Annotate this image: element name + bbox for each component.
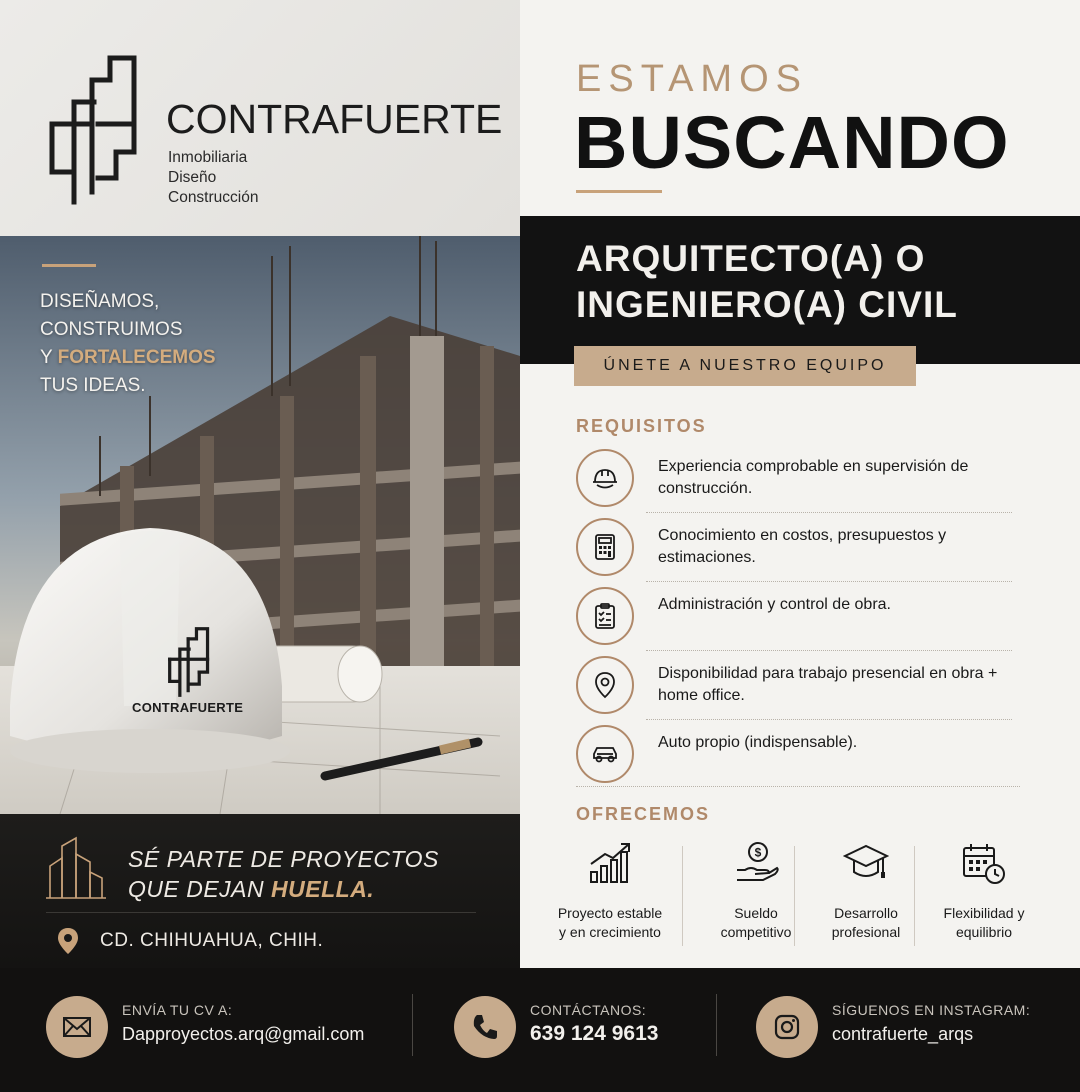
requirement-icon-circle [576, 725, 634, 783]
list-item [696, 840, 816, 950]
phone-contact[interactable] [454, 996, 694, 1066]
gold-rule [576, 190, 662, 193]
instagram-icon [772, 1012, 802, 1042]
mail-icon [62, 1012, 92, 1042]
brand-name: CONTRAFUERTE [166, 96, 503, 142]
role-line: INGENIERO(A) CIVIL [576, 284, 958, 325]
brand-sub-line: Construcción [168, 189, 259, 206]
car-icon [591, 740, 619, 768]
buildings-icon [46, 836, 106, 900]
offer-line: Sueldo [734, 905, 778, 921]
tagline-prefix: Y [40, 347, 58, 368]
brand-subtitle [168, 148, 258, 208]
offer-line: equilibrio [955, 924, 1013, 940]
helmet-icon [591, 464, 619, 492]
requirement-text: Administración y control de obra. [658, 596, 891, 613]
headline-main: BUSCANDO [574, 101, 1010, 184]
offer-line: Desarrollo [834, 905, 898, 921]
slogan [128, 844, 439, 904]
growth-chart-icon [587, 840, 633, 886]
requirement-icon-circle [576, 449, 634, 507]
offer-line: profesional [831, 924, 901, 940]
calculator-icon [591, 533, 619, 561]
icon-circle [46, 996, 108, 1058]
list-item [550, 840, 670, 950]
role-line: ARQUITECTO(A) O [576, 238, 926, 279]
svg-text:$: $ [754, 845, 762, 860]
right-column [520, 0, 1080, 968]
phone-icon [470, 1012, 500, 1042]
list-item [924, 840, 1044, 950]
role-banner [520, 216, 1080, 364]
requirement-icon-circle [576, 656, 634, 714]
list-item [576, 653, 1016, 722]
gold-rule [42, 264, 96, 267]
divider [716, 994, 717, 1056]
graduation-cap-icon [843, 840, 889, 886]
requirement-text: Disponibilidad para trabajo presencial en obra + home office. [658, 665, 998, 704]
icon-circle [756, 996, 818, 1058]
contact-footer [0, 968, 1080, 1092]
contrafuerte-logo-icon [44, 52, 148, 208]
brand-sub-line: Diseño [168, 169, 217, 186]
cv-label: ENVÍA TU CV A: [122, 1002, 233, 1018]
divider [914, 846, 915, 946]
divider [682, 846, 683, 946]
dotted-divider [646, 581, 1012, 582]
salary-hand-icon [733, 840, 779, 886]
slogan-highlight: HUELLA. [271, 876, 375, 902]
offer-line: Flexibilidad y [943, 905, 1025, 921]
tagline-line: CONSTRUIMOS [40, 319, 183, 340]
divider [412, 994, 413, 1056]
helmet-brand-text: CONTRAFUERTE [132, 700, 244, 715]
contact-label: CONTÁCTANOS: [530, 1002, 647, 1018]
offers-title: OFRECEMOS [576, 804, 711, 824]
slogan-line: SÉ PARTE DE PROYECTOS [128, 846, 439, 872]
brand-sub-line: Inmobiliaria [168, 149, 248, 166]
divider [46, 912, 476, 913]
offer-line: competitivo [720, 924, 792, 940]
join-team-button[interactable]: ÚNETE A NUESTRO EQUIPO [574, 346, 916, 386]
list-item [806, 840, 926, 950]
instagram-contact[interactable] [756, 996, 1056, 1066]
tagline [40, 288, 216, 400]
list-item [576, 584, 1016, 653]
offer-line: Proyecto estable [557, 905, 663, 921]
requirements-title: REQUISITOS [576, 416, 707, 436]
offer-text [924, 904, 1044, 942]
brand-header [0, 0, 520, 236]
slogan-line [128, 874, 439, 904]
offer-line: y en crecimiento [559, 924, 661, 940]
dotted-divider [646, 719, 1012, 720]
tagline-highlight: FORTALECEMOS [57, 347, 216, 368]
list-item [576, 446, 1016, 515]
helmet-logo-icon [166, 626, 214, 698]
requirements-list [576, 446, 1016, 791]
requirement-text: Experiencia comprobable en supervisión de construcción. [658, 458, 969, 497]
offers-list [550, 840, 1050, 950]
clipboard-icon [591, 602, 619, 630]
icon-circle [454, 996, 516, 1058]
instagram-label: SÍGUENOS EN INSTAGRAM: [832, 1002, 1031, 1018]
dotted-divider [576, 786, 1020, 787]
slogan-panel [0, 814, 520, 968]
location-text: CD. CHIHUAHUA, CHIH. [100, 930, 324, 951]
tagline-line [40, 344, 216, 372]
requirement-text: Conocimiento en costos, presupuestos y estimaciones. [658, 527, 947, 566]
construction-photo [0, 236, 520, 814]
dotted-divider [646, 512, 1012, 513]
requirement-text: Auto propio (indispensable). [658, 734, 858, 751]
phone-link[interactable]: 639 124 9613 [530, 1022, 659, 1045]
role-title [576, 236, 958, 328]
list-item [576, 515, 1016, 584]
cv-contact[interactable] [46, 996, 406, 1066]
requirement-icon-circle [576, 518, 634, 576]
slogan-prefix: QUE DEJAN [128, 876, 272, 902]
tagline-line: DISEÑAMOS, [40, 291, 160, 312]
calendar-clock-icon [961, 840, 1007, 886]
headline-kicker: ESTAMOS [576, 58, 808, 100]
list-item [576, 722, 1016, 791]
email-link[interactable]: Dapproyectos.arq@gmail.com [122, 1024, 365, 1044]
location-pin-icon [58, 928, 78, 954]
offer-text [696, 904, 816, 942]
instagram-handle-link[interactable]: contrafuerte_arqs [832, 1024, 974, 1044]
dotted-divider [646, 650, 1012, 651]
divider [794, 846, 795, 946]
tagline-line: TUS IDEAS. [40, 375, 146, 396]
requirement-icon-circle [576, 587, 634, 645]
offer-text [550, 904, 670, 942]
left-column [0, 0, 520, 968]
offer-text [806, 904, 926, 942]
location-pin-icon [591, 671, 619, 699]
